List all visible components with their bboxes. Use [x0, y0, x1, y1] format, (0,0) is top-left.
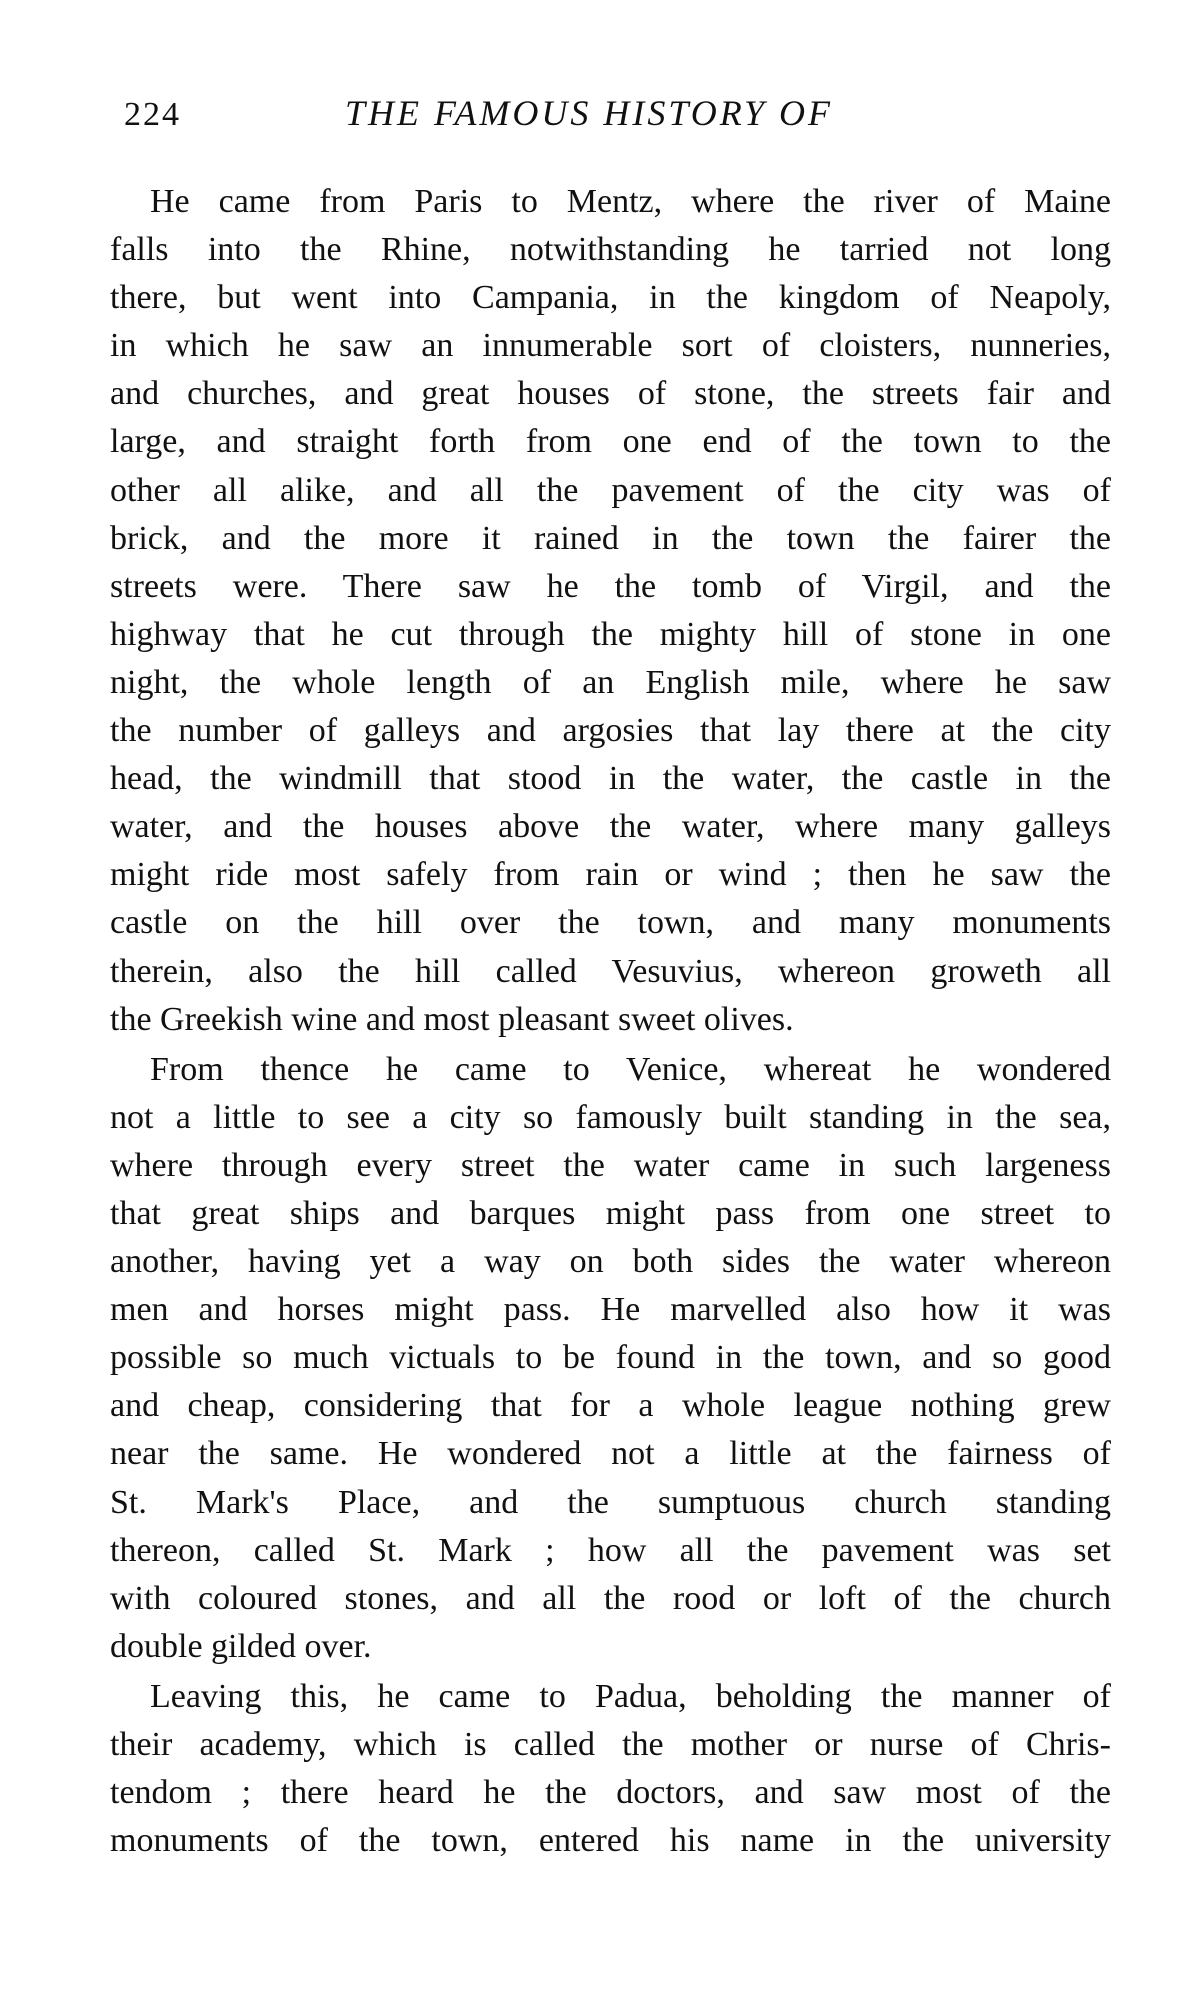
text-line: falls into the Rhine, notwithstanding he tarried not long [110, 231, 1111, 269]
text-line: possible so much victuals to be found in the town, and so good [110, 1339, 1111, 1377]
text-line: castle on the hill over the town, and many monuments [110, 904, 1111, 942]
paragraph-3 [110, 1673, 1111, 1865]
text-line: might ride most safely from rain or wind ; then he saw the [110, 856, 1111, 894]
text-line: and cheap, considering that for a whole league nothing grew [110, 1387, 1111, 1425]
text-line: monuments of the town, entered his name in the university [110, 1822, 1111, 1860]
text-line: From thence he came to Venice, whereat he wondered [150, 1050, 1111, 1088]
text-line: therein, also the hill called Vesuvius, whereon groweth all [110, 952, 1111, 990]
text-line: tendom ; there heard he the doctors, and saw most of the [110, 1774, 1111, 1812]
paragraph-2 [110, 1046, 1111, 1671]
text-line: the number of galleys and argosies that lay there at the city [110, 712, 1111, 750]
text-line: with coloured stones, and all the rood or loft of the church [110, 1579, 1111, 1617]
text-line: water, and the houses above the water, where many galleys [110, 808, 1111, 846]
text-line: highway that he cut through the mighty hill of stone in one [110, 615, 1111, 653]
text-line: He came from Paris to Mentz, where the river of Maine [150, 183, 1111, 220]
text-line: the Greekish wine and most pleasant sweet olives. [110, 1000, 794, 1038]
text-line: another, having yet a way on both sides the water whereon [110, 1243, 1111, 1281]
text-line: thereon, called St. Mark ; how all the pavement was set [110, 1531, 1111, 1569]
text-line: brick, and the more it rained in the town the fairer the [110, 519, 1111, 557]
text-line: not a little to see a city so famously built standing in the sea, [110, 1098, 1111, 1136]
running-head [0, 92, 1188, 142]
text-line: men and horses might pass. He marvelled also how it was [110, 1291, 1111, 1329]
text-line: that great ships and barques might pass from one street to [110, 1194, 1111, 1232]
page-number: 224 [124, 96, 181, 133]
text-line: near the same. He wondered not a little at the fairness of [110, 1435, 1111, 1473]
text-line: there, but went into Campania, in the kingdom of Neapoly, [110, 279, 1111, 317]
text-line: and churches, and great houses of stone, the streets fair and [110, 375, 1111, 413]
text-line: night, the whole length of an English mile, where he saw [110, 663, 1111, 701]
text-line: other all alike, and all the pavement of the city was of [110, 471, 1111, 509]
running-title: THE FAMOUS HISTORY OF [345, 93, 834, 133]
text-line: large, and straight forth from one end of the town to the [110, 423, 1111, 461]
text-line: their academy, which is called the mother or nurse of Chris- [110, 1726, 1111, 1763]
text-line: where through every street the water came in such largeness [110, 1146, 1111, 1184]
text-line: Leaving this, he came to Padua, beholding the manner of [150, 1677, 1111, 1715]
text-line: double gilded over. [110, 1627, 372, 1665]
text-line: head, the windmill that stood in the water, the castle in the [110, 760, 1111, 798]
text-line: in which he saw an innumerable sort of cloisters, nunneries, [110, 327, 1111, 365]
body-text [110, 178, 1111, 1865]
text-line: St. Mark's Place, and the sumptuous church standing [110, 1483, 1111, 1521]
text-line: streets were. There saw he the tomb of Virgil, and the [110, 567, 1111, 605]
paragraph-1 [110, 178, 1111, 1044]
